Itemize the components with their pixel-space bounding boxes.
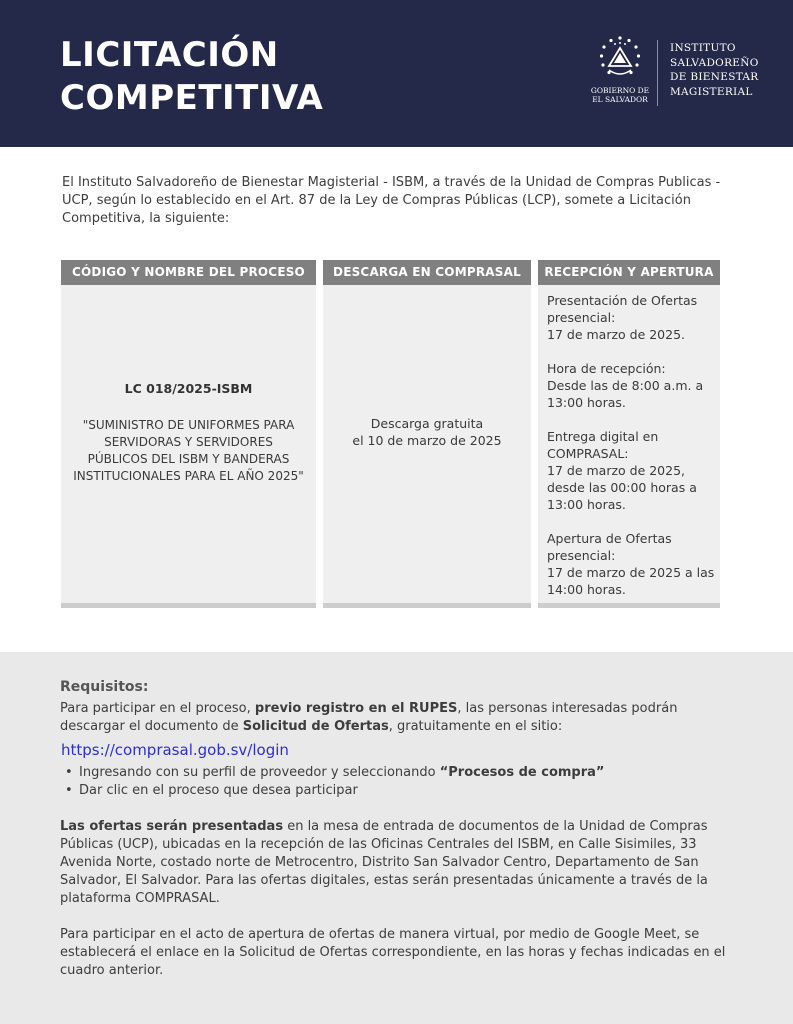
reception-info (547, 292, 719, 615)
reception-column (538, 260, 720, 608)
comprasal-link[interactable]: https://comprasal.gob.sv/login (61, 741, 289, 759)
process-column (61, 260, 316, 608)
requirements-section (0, 652, 793, 1024)
reception-item: Apertura de Ofertas presencial: 17 de marzo de 2025 a las 14:00 horas. (547, 531, 715, 597)
header-download: DESCARGA EN COMPRASAL (323, 260, 531, 285)
intro-paragraph: El Instituto Salvadoreño de Bienestar Magisterial - ISBM, a través de la Unidad de Compras Publicas - UCP, según lo establecido en el Art. 87 de la Ley de Compras Públicas (LCP), somete a Licitación Competitiva, la siguiente: (62, 175, 721, 226)
list-item: • Ingresando con su perfil de proveedor y seleccionando “Procesos de compra” (65, 764, 730, 782)
download-column (323, 260, 531, 608)
header-process: CÓDIGO Y NOMBRE DEL PROCESO (61, 260, 316, 285)
reception-item: Presentación de Ofertas presencial: 17 de marzo de 2025. (547, 293, 698, 342)
virtual-opening-paragraph: Para participar en el acto de apertura de ofertas de manera virtual, por medio de Google Meet, se establecerá el enlace en la Solicitud de Ofertas correspondiente, en las horas y fechas indicadas en el cuadro anterior. (60, 927, 726, 978)
reception-item: Hora de recepción: Desde las de 8:00 a.m. a 13:00 horas. (547, 361, 704, 410)
header-reception: RECEPCIÓN Y APERTURA (538, 260, 720, 285)
institute-name: INSTITUTO SALVADOREÑO DE BIENESTAR MAGISTERIAL (670, 42, 759, 98)
process-code: LC 018/2025-ISBM (124, 381, 253, 396)
steps-list (65, 764, 730, 800)
offers-paragraph: Las ofertas serán presentadas en la mesa de entrada de documentos de la Unidad de Compras Públicas (UCP), ubicadas en la recepción de las Oficinas Centrales del ISBM, en Calle Sisimiles, 33 Avenida Norte, costado norte de Metrocentro, Distrito San Salvador Centro, Departamento de San Salvador, El Salvador. Para las ofertas digitales, estas serán presentadas únicamente a través de la plataforma COMPRASAL. (60, 819, 708, 906)
reception-item: Entrega digital en COMPRASAL: 17 de marzo de 2025, desde las 00:00 horas a 13:00 horas. (547, 429, 697, 512)
page-header (0, 0, 793, 147)
gobierno-logo: GOBIERNO DE EL SALVADOR (585, 34, 655, 104)
page-title: LICITACIÓN COMPETITIVA (60, 35, 324, 118)
list-item: • Dar clic en el proceso que desea participar (65, 782, 730, 800)
requirements-paragraph: Para participar en el proceso, previo registro en el RUPES, las personas interesadas podrán descargar el documento de Solicitud de Ofertas, gratuitamente en el sitio: (60, 701, 678, 734)
header-divider (657, 40, 658, 106)
process-name: "SUMINISTRO DE UNIFORMES PARA SERVIDORAS Y SERVIDORES PÚBLICOS DEL ISBM Y BANDERAS INSTITUCIONALES PARA EL AÑO 2025" (73, 418, 304, 483)
coat-of-arms-icon (595, 34, 645, 84)
requirements-title: Requisitos: (60, 679, 149, 695)
download-info: Descarga gratuita el 10 de marzo de 2025 (352, 416, 502, 448)
